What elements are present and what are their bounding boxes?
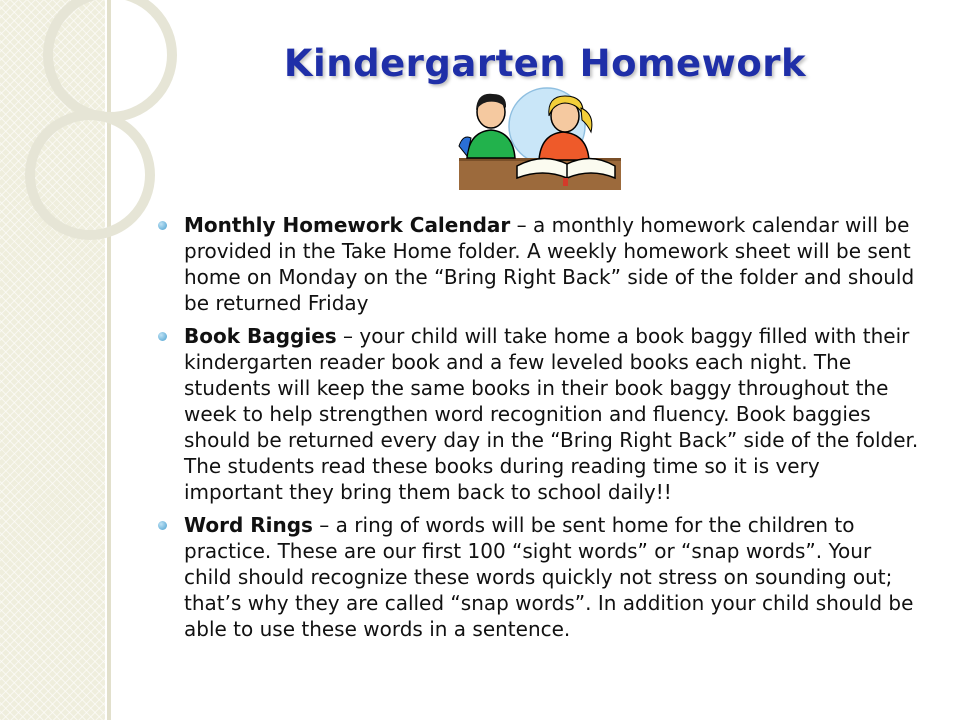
- item-term: Word Rings: [184, 513, 313, 537]
- bullet-icon: [158, 332, 167, 341]
- list-item: [150, 212, 920, 316]
- bullet-icon: [158, 221, 167, 230]
- item-text: a monthly homework calendar will be provided in the Take Home folder. A weekly homework sheet will be sent home on Monday on the “Bring Right Back” side of the folder and should be returned Friday: [184, 213, 915, 315]
- item-separator: –: [510, 213, 533, 237]
- item-separator: –: [336, 324, 360, 348]
- item-text: a ring of words will be sent home for the children to practice. These are our first 100 “sight words” or “snap words”. Your child should recognize these words quickly not stress on sounding out; that’s why they are called “snap words”. In addition your child should be able to use these words in a sentence.: [184, 513, 914, 641]
- list-item: [150, 323, 920, 505]
- bullet-icon: [158, 521, 167, 530]
- item-separator: –: [312, 513, 336, 537]
- children-reading-book-icon: [455, 86, 625, 190]
- homework-list: [150, 212, 920, 649]
- item-term: Monthly Homework Calendar: [184, 213, 511, 237]
- slide-title: Kindergarten Homework: [283, 42, 807, 85]
- item-text: your child will take home a book baggy filled with their kindergarten reader book and a few leveled books each night. The students will keep the same books in their book baggy throughout the week to help strengthen word recognition and fluency. Book baggies should be returned every day in the “Bring Right Back” side of the folder. The students read these books during reading time so it is very important they bring them back to school daily!!: [184, 324, 919, 504]
- list-item: [150, 512, 920, 642]
- item-term: Book Baggies: [184, 324, 337, 348]
